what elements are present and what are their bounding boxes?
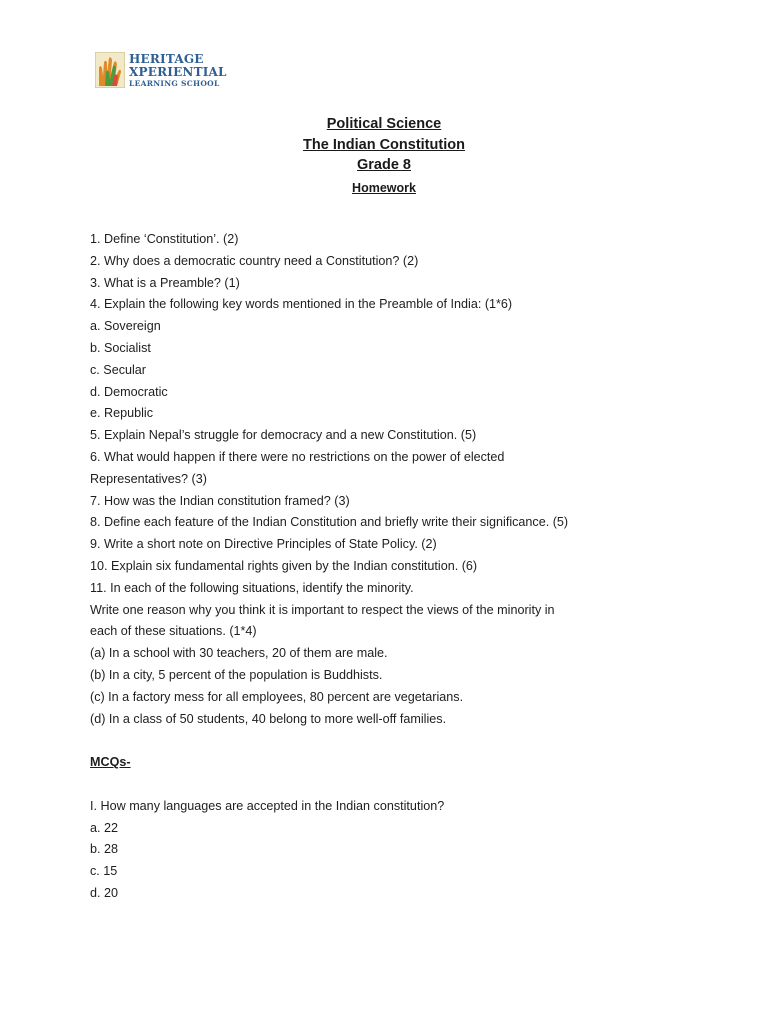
spacer [90, 730, 650, 752]
mcq-options [90, 818, 650, 905]
question-line: d. Democratic [90, 384, 168, 399]
question-line: 10. Explain six fundamental rights given by the Indian constitution. (6) [90, 558, 478, 573]
question-line: (a) In a school with 30 teachers, 20 of them are male. [90, 646, 388, 661]
mcq-heading: MCQs- [90, 755, 131, 770]
question-line: Write one reason why you think it is important to respect the views of the minority in [90, 602, 555, 617]
topic-title: The Indian Constitution [303, 136, 465, 153]
question-line: 3. What is a Preamble? (1) [90, 275, 240, 290]
question-line: c. Secular [90, 362, 146, 377]
logo-line-1: HERITAGE [129, 51, 204, 66]
question-line: a. Sovereign [90, 319, 161, 334]
question-line: b. Socialist [90, 340, 151, 355]
mcq-option: a. 22 [90, 820, 119, 835]
question-line: 1. Define ‘Constitution’. (2) [90, 232, 239, 246]
question-list [90, 229, 650, 730]
subject-title: Political Science [326, 116, 442, 132]
mcq-option: b. 28 [90, 842, 119, 857]
mcq-option: d. 20 [90, 885, 119, 900]
hands-logo-icon [95, 52, 125, 88]
question-line: (d) In a class of 50 students, 40 belong to more well-off families. [90, 711, 447, 726]
school-logo [95, 52, 227, 88]
question-line: e. Republic [90, 406, 154, 421]
question-line: 2. Why does a democratic country need a Constitution? (2) [90, 253, 419, 268]
homework-body [90, 229, 650, 905]
question-line: 8. Define each feature of the Indian Constitution and briefly write their significance. (5) [90, 515, 569, 530]
mcq-option: c. 15 [90, 864, 118, 879]
question-line: 11. In each of the following situations, identify the minority. [90, 580, 414, 595]
question-line: 7. How was the Indian constitution framed? (3) [90, 493, 350, 508]
grade-title: Grade 8 [357, 157, 411, 173]
logo-line-2: XPERIENTIAL [129, 64, 227, 79]
logo-text [129, 53, 227, 88]
question-line: 4. Explain the following key words mentioned in the Preamble of India: (1*6) [90, 297, 513, 312]
question-line: (c) In a factory mess for all employees, 80 percent are vegetarians. [90, 689, 464, 704]
logo-line-3: LEARNING SCHOOL [129, 78, 220, 88]
spacer [90, 774, 650, 796]
question-line: 5. Explain Nepal’s struggle for democracy and a new Constitution. (5) [90, 428, 477, 443]
question-line: Representatives? (3) [90, 471, 207, 486]
homework-title: Homework [352, 180, 416, 195]
document-heading [0, 114, 768, 199]
question-line: 6. What would happen if there were no restrictions on the power of elected [90, 449, 505, 464]
mcq-question: I. How many languages are accepted in the Indian constitution? [90, 798, 445, 813]
question-line: 9. Write a short note on Directive Principles of State Policy. (2) [90, 537, 437, 552]
question-line: each of these situations. (1*4) [90, 624, 257, 639]
question-line: (b) In a city, 5 percent of the population is Buddhists. [90, 667, 383, 682]
